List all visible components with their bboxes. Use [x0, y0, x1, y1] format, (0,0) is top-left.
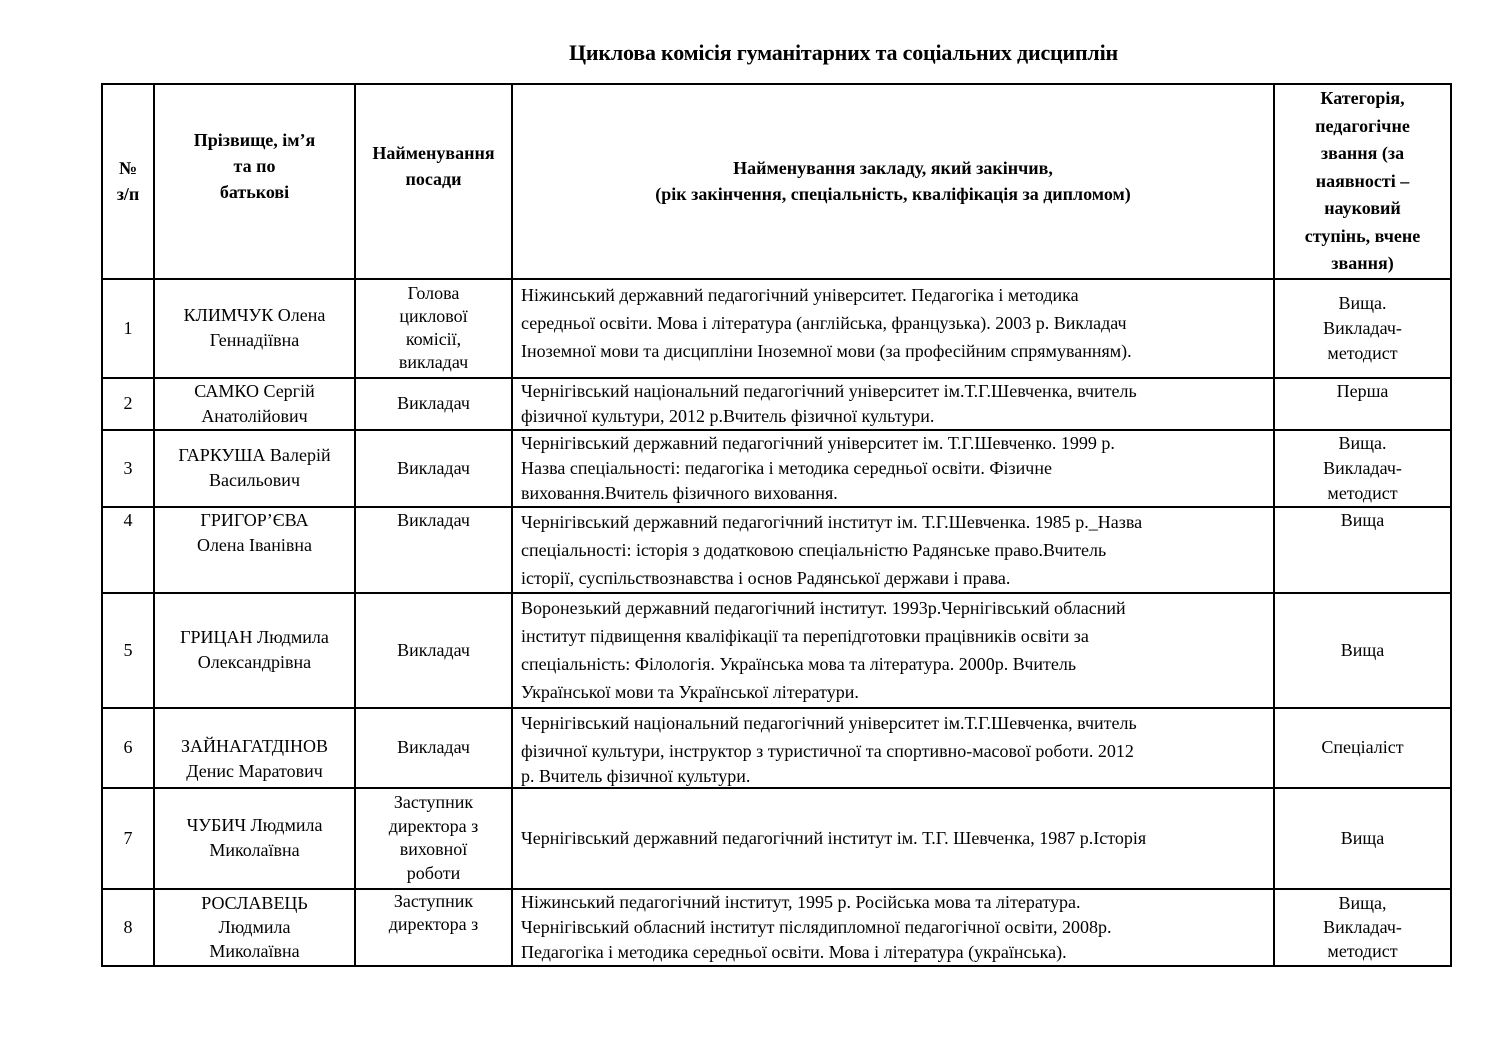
staff-name-line: Людмила	[218, 917, 291, 937]
staff-education-line: р. Вчитель фізичної культури.	[521, 765, 751, 786]
staff-category-line: Вища,	[1338, 893, 1387, 913]
staff-position	[355, 279, 512, 378]
row-number: 7	[102, 788, 154, 889]
staff-position-line: Викладач	[397, 639, 470, 660]
row-number: 2	[102, 378, 154, 430]
staff-category	[1274, 378, 1451, 430]
row-number: 8	[102, 889, 154, 966]
staff-education-line: фізичної культури, інструктор з туристичної та спортивно-масової роботи. 2012	[521, 740, 1134, 761]
table-row	[102, 507, 1451, 593]
staff-position-line: директора з	[388, 914, 479, 934]
table-row	[102, 708, 1451, 788]
staff-education-line: Чернігівський державний педагогічний інститут ім. Т.Г. Шевченка, 1987 р.Історія	[521, 828, 1147, 848]
staff-education-line: Ніжинський державний педагогічний університет. Педагогіка і методика	[521, 284, 1079, 305]
header-education	[512, 84, 1274, 279]
staff-name	[154, 708, 355, 788]
staff-education-line: фізичної культури, 2012 р.Вчитель фізичної культури.	[521, 405, 935, 426]
header-category-line: звання)	[1331, 253, 1394, 273]
staff-name	[154, 279, 355, 378]
staff-name-line: РОСЛАВЕЦЬ	[201, 893, 308, 913]
staff-education	[512, 279, 1274, 378]
staff-education	[512, 430, 1274, 507]
header-num-line: з/п	[116, 184, 140, 205]
staff-category	[1274, 708, 1451, 788]
staff-position	[355, 593, 512, 708]
staff-category-line: Вища	[1340, 509, 1385, 530]
table-row	[102, 593, 1451, 708]
staff-education-line: інститут підвищення кваліфікації та перепідготовки працівників освіти за	[521, 625, 1089, 646]
staff-position-line: Заступник	[393, 792, 474, 812]
staff-position-line: Викладач	[397, 737, 470, 757]
table-row	[102, 889, 1451, 966]
staff-category	[1274, 430, 1451, 507]
staff-position	[355, 507, 512, 593]
staff-education-line: Української мови та Української літератури.	[521, 681, 859, 702]
header-position-line: посади	[405, 169, 462, 190]
staff-education-line: спеціальність: Філологія. Українська мова та література. 2000р. Вчитель	[521, 653, 1077, 674]
staff-position	[355, 430, 512, 507]
staff-education-line: середньої освіти. Мова і література (англійська, французька). 2003 р. Викладач	[521, 312, 1127, 333]
header-education-line: Найменування закладу, який закінчив,	[733, 158, 1053, 179]
staff-category-line: Перша	[1336, 380, 1389, 401]
table-row	[102, 788, 1451, 889]
staff-name-line: Денис Маратович	[186, 760, 323, 781]
staff-education-line: Педагогіка і методика середньої освіти. Мова і література (українська).	[521, 941, 1067, 962]
table-row	[102, 430, 1451, 507]
staff-category-line: Вища	[1340, 827, 1385, 848]
staff-category	[1274, 788, 1451, 889]
staff-name-line: Миколаївна	[209, 840, 300, 860]
staff-name-line: Анатолійович	[201, 405, 308, 426]
staff-category-line: Викладач-	[1323, 457, 1402, 478]
staff-position-line: Викладач	[397, 393, 470, 413]
staff-name-line: Олена Іванівна	[196, 534, 313, 555]
staff-category-line: Викладач-	[1323, 917, 1402, 937]
staff-category	[1274, 279, 1451, 378]
header-category-line: звання (за	[1320, 143, 1405, 163]
staff-category-line: Вища.	[1338, 432, 1387, 453]
row-number: 3	[102, 430, 154, 507]
staff-education-line: Воронезький державний педагогічний інститут. 1993р.Чернігівський обласний	[521, 597, 1126, 618]
staff-name-line: Миколаївна	[209, 941, 300, 961]
header-category-line: наявності –	[1315, 170, 1410, 191]
staff-education	[512, 507, 1274, 593]
staff-name	[154, 788, 355, 889]
staff-name-line: ЧУБИЧ Людмила	[186, 815, 323, 835]
staff-category-line: методист	[1327, 482, 1398, 503]
row-number: 4	[102, 507, 154, 593]
table-row	[102, 279, 1451, 378]
staff-name	[154, 430, 355, 507]
staff-name	[154, 593, 355, 708]
staff-name-line: ЗАЙНАГАТДІНОВ	[180, 735, 328, 756]
header-row	[102, 84, 1451, 279]
staff-position-line: роботи	[406, 862, 461, 883]
staff-name-line: Геннадіївна	[209, 330, 300, 350]
header-category-line: педагогічне	[1315, 115, 1410, 136]
staff-position-line: Заступник	[393, 890, 474, 911]
staff-name-line: Олександрівна	[197, 652, 312, 672]
header-category-line: ступінь, вчене	[1304, 225, 1421, 246]
staff-category	[1274, 889, 1451, 966]
staff-education-line: спеціальності: історія з додатковою спеціальністю Радянське право.Вчитель	[521, 539, 1107, 560]
staff-education-line: Чернігівський національний педагогічний університет ім.Т.Г.Шевченка, вчитель	[521, 712, 1137, 733]
header-category-line: Категорія,	[1320, 88, 1405, 108]
staff-category-line: Викладач-	[1323, 317, 1402, 338]
staff-name-line: ГРИГОР’ЄВА	[200, 509, 309, 530]
staff-category-line: Спеціаліст	[1321, 737, 1404, 757]
staff-position-line: викладач	[398, 352, 469, 372]
header-name-line: Прізвище, ім’я	[193, 130, 316, 151]
staff-table	[101, 83, 1452, 967]
header-num-line: №	[118, 158, 138, 179]
header-education-line: (рік закінчення, спеціальність, кваліфікація за дипломом)	[655, 184, 1131, 205]
staff-position-line: Голова	[407, 283, 460, 303]
header-num	[102, 84, 154, 279]
table-row	[102, 378, 1451, 430]
staff-position	[355, 788, 512, 889]
staff-name-line: САМКО Сергій	[194, 380, 315, 401]
staff-position-line: виховної	[399, 839, 468, 859]
header-category	[1274, 84, 1451, 279]
staff-education-line: Ніжинський педагогічний інститут, 1995 р. Російська мова та література.	[521, 891, 1081, 912]
staff-position-line: комісії,	[405, 329, 462, 349]
staff-category-line: Вища.	[1338, 292, 1387, 313]
staff-position	[355, 889, 512, 966]
staff-education	[512, 788, 1274, 889]
staff-category-line: методист	[1327, 941, 1398, 961]
staff-position	[355, 708, 512, 788]
row-number: 1	[102, 279, 154, 378]
staff-category	[1274, 593, 1451, 708]
staff-education-line: Назва спеціальності: педагогіка і методика середньої освіти. Фізичне	[521, 457, 1052, 478]
staff-position-line: Викладач	[397, 457, 470, 478]
staff-education	[512, 378, 1274, 430]
staff-education	[512, 708, 1274, 788]
row-number: 6	[102, 708, 154, 788]
staff-education-line: Чернігівський державний педагогічний інститут ім. Т.Г.Шевченка. 1985 р._Назва	[521, 511, 1143, 532]
staff-name-line: ГАРКУША Валерій	[178, 445, 331, 465]
header-position-line: Найменування	[372, 143, 495, 164]
staff-education-line: історії, суспільствознавства і основ Радянської держави і права.	[521, 567, 1011, 588]
staff-education-line: Іноземної мови та дисципліни Іноземної мови (за професійним спрямуванням).	[521, 340, 1132, 361]
staff-education	[512, 593, 1274, 708]
staff-position	[355, 378, 512, 430]
staff-category	[1274, 507, 1451, 593]
header-name-line: та по	[233, 156, 276, 177]
header-category-line: науковий	[1324, 198, 1401, 218]
staff-name-line: ГРИЦАН Людмила	[180, 627, 329, 647]
staff-name	[154, 889, 355, 966]
staff-education-line: виховання.Вчитель фізичного виховання.	[521, 482, 838, 503]
staff-position-line: циклової	[399, 306, 468, 326]
staff-name-line: КЛИМЧУК Олена	[183, 305, 326, 325]
staff-name	[154, 507, 355, 593]
staff-education-line: Чернігівський обласний інститут післядипломної педагогічної освіти, 2008р.	[521, 916, 1112, 937]
row-number: 5	[102, 593, 154, 708]
staff-category-line: Вища	[1340, 639, 1385, 660]
header-position	[355, 84, 512, 279]
staff-education	[512, 889, 1274, 966]
staff-name-line: Васильович	[209, 470, 300, 490]
staff-category-line: методист	[1327, 342, 1398, 363]
document-title: Циклова комісія гуманітарних та соціальних дисциплін	[569, 40, 1118, 65]
staff-education-line: Чернігівський національний педагогічний університет ім.Т.Г.Шевченка, вчитель	[521, 380, 1137, 401]
header-name-line: батькові	[219, 182, 290, 203]
staff-education-line: Чернігівський державний педагогічний університет ім. Т.Г.Шевченко. 1999 р.	[521, 432, 1115, 453]
header-name	[154, 84, 355, 279]
staff-name	[154, 378, 355, 430]
staff-position-line: Викладач	[397, 509, 470, 530]
staff-position-line: директора з	[388, 815, 479, 836]
